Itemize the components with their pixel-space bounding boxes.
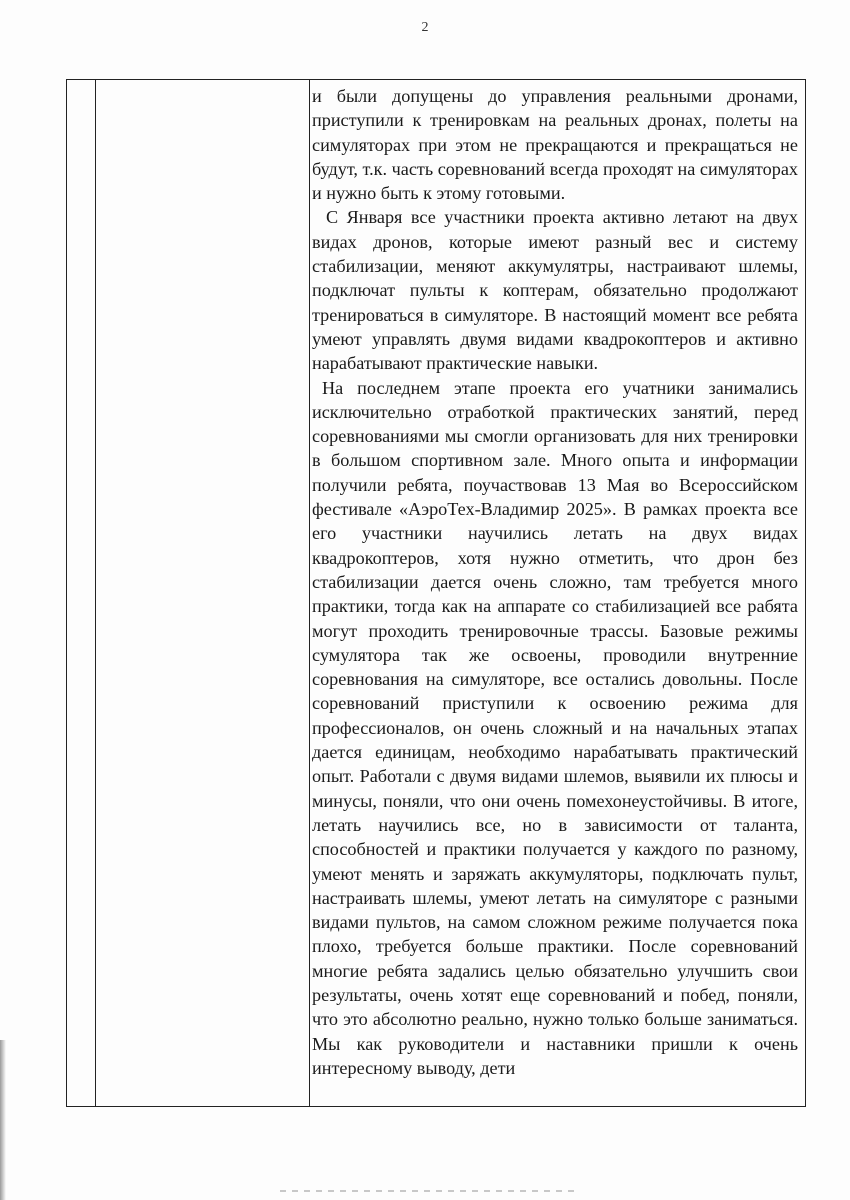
paragraph-final-stage: На последнем этапе проекта его учатники занимались исключительно отработкой практических занятий, перед соревнованиями мы смогли организовать для них тренировки в большом спортивном зале. Много опыта и информации получили ребята, поучаствовав 13 Мая во Всероссийском фестивале «АэроТех-Владимир 2025». В рамках проекта все его участники научились летать на двух видах квадрокоптеров, хотя нужно отметить, что дрон без стабилизации дается очень сложно, там требуется много практики, тогда как на аппарате со стабилизацией все рабята могут проходить тренировочные трассы. Базовые режимы сумулятора так же освоены, проводили внутренние соревнования на симуляторе, все остались довольны. После соревнований приступили к освоению режима для профессионалов, он очень сложный и на начальных этапах дается единицам, необходимо нарабатывать практический опыт. Работали с двумя видами шлемов, выявили их плюсы и минусы, поняли, что они очень помехонеустойчивы. В итоге, летать научились все, но в зависимости от таланта, способностей и практики получается у каждого по разному, умеют менять и заряжать аккумуляторы, подключать пульт, настраивать шлемы, умеют летать на симуляторе с разными видами пультов, на самом сложном режиме получается пока плохо, требуется больше практики. После соревнований многие ребята задались целью обязательно улучшить свои результаты, очень хотят еще соревнований и побед, поняли, что это абсолютно реально, нужно только больше заниматься. Мы как руководители и наставники пришли к очень интересному выводу, дети [312,377,798,1078]
report-text-cell [312,84,798,1080]
page-number: 2 [421,20,429,35]
table-row-divider [66,1106,806,1107]
table-column-divider-2 [309,80,310,1107]
paragraph-january: С Января все участники проекта активно летают на двух видах дронов, которые имеют разный вес и систему стабилизации, меняют аккумулятры, настраивают шлемы, подключат пульты к коптерам, обязательно продолжают тренироваться в симуляторе. В настоящий момент все ребята умеют управлять двумя видами квадрокоптеров и активно нарабатывают практические навыки. [312,207,798,374]
paragraph-continuation: и были допущены до управления реальными дронами, приступили к тренировкам на реальных дронах, полеты на симуляторах при этом не прекращаются и прекращаться не будут, т.к. часть соревнований всегда проходят на симуляторах и нужно быть к этому готовыми. [312,86,798,204]
table-column-divider-1 [95,80,96,1107]
scan-edge-shadow [0,1040,6,1200]
scan-bottom-artifact [280,1190,580,1192]
